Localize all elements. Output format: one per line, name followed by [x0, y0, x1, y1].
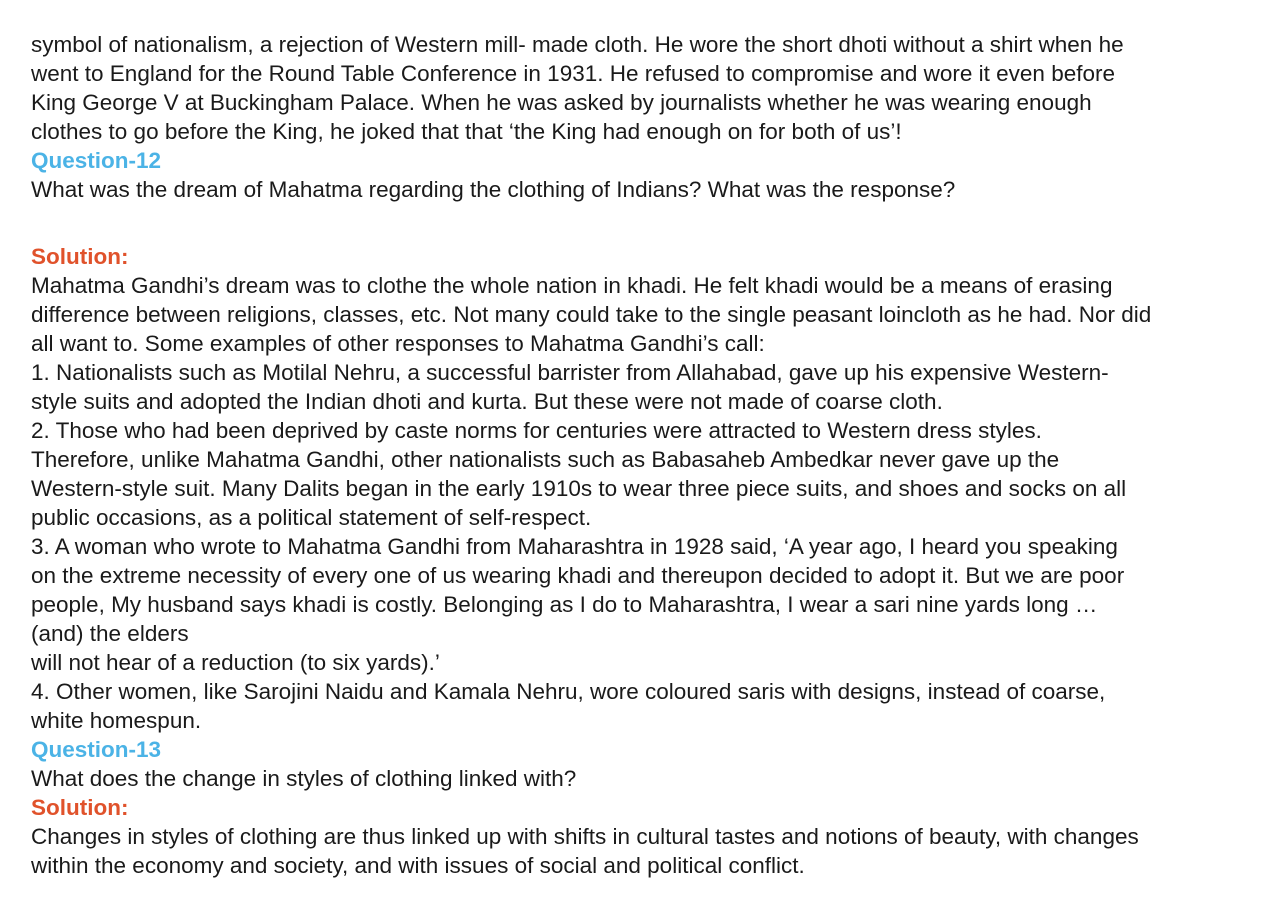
text-line: on the extreme necessity of every one of us wearing khadi and thereupon decided to adopt it. But we are poor: [31, 563, 1125, 588]
question-13-block: [31, 735, 1275, 880]
text-line: Western-style suit. Many Dalits began in the early 1910s to wear three piece suits, and shoes and socks on all: [31, 476, 1127, 501]
text-line: symbol of nationalism, a rejection of Western mill- made cloth. He wore the short dhoti without a shirt when he: [31, 32, 1124, 57]
text-line: went to England for the Round Table Conference in 1931. He refused to compromise and wore it even before: [31, 61, 1115, 86]
text-line: style suits and adopted the Indian dhoti and kurta. But these were not made of coarse cloth.: [31, 389, 943, 414]
question-heading: Question-13: [31, 737, 162, 762]
text-line: Mahatma Gandhi’s dream was to clothe the whole nation in khadi. He felt khadi would be a means of erasing: [31, 273, 1113, 298]
question-text: What was the dream of Mahatma regarding the clothing of Indians? What was the response?: [31, 177, 956, 202]
text-line: clothes to go before the King, he joked that that ‘the King had enough on for both of us’!: [31, 119, 902, 144]
intro-paragraph: [31, 30, 1275, 146]
text-line: King George V at Buckingham Palace. When he was asked by journalists whether he was wearing enough: [31, 90, 1092, 115]
text-line: Therefore, unlike Mahatma Gandhi, other nationalists such as Babasaheb Ambedkar never gave up the: [31, 447, 1060, 472]
text-line: (and) the elders: [31, 621, 189, 646]
document-page: [31, 30, 1275, 880]
text-line: will not hear of a reduction (to six yards).’: [31, 650, 440, 675]
question-12-block: [31, 146, 1275, 735]
spacer: [31, 204, 1275, 242]
text-line: public occasions, as a political statement of self-respect.: [31, 505, 592, 530]
text-line: difference between religions, classes, etc. Not many could take to the single peasant loincloth as he had. Nor did: [31, 302, 1152, 327]
text-line: people, My husband says khadi is costly. Belonging as I do to Maharashtra, I wear a sari nine yards long …: [31, 592, 1098, 617]
question-text: What does the change in styles of clothing linked with?: [31, 766, 577, 791]
text-line: 2. Those who had been deprived by caste norms for centuries were attracted to Western dress styles.: [31, 418, 1042, 443]
solution-text: [31, 822, 1275, 880]
text-line: all want to. Some examples of other responses to Mahatma Gandhi’s call:: [31, 331, 765, 356]
solution-label: Solution:: [31, 795, 129, 820]
question-heading: Question-12: [31, 148, 162, 173]
text-line: white homespun.: [31, 708, 202, 733]
solution-text: [31, 271, 1275, 735]
text-line: within the economy and society, and with issues of social and political conflict.: [31, 853, 805, 878]
text-line: Changes in styles of clothing are thus linked up with shifts in cultural tastes and notions of beauty, with changes: [31, 824, 1139, 849]
solution-label: Solution:: [31, 244, 129, 269]
text-line: 3. A woman who wrote to Mahatma Gandhi from Maharashtra in 1928 said, ‘A year ago, I heard you speaking: [31, 534, 1118, 559]
text-line: 1. Nationalists such as Motilal Nehru, a successful barrister from Allahabad, gave up his expensive Western-: [31, 360, 1109, 385]
text-line: 4. Other women, like Sarojini Naidu and Kamala Nehru, wore coloured saris with designs, instead of coarse,: [31, 679, 1106, 704]
